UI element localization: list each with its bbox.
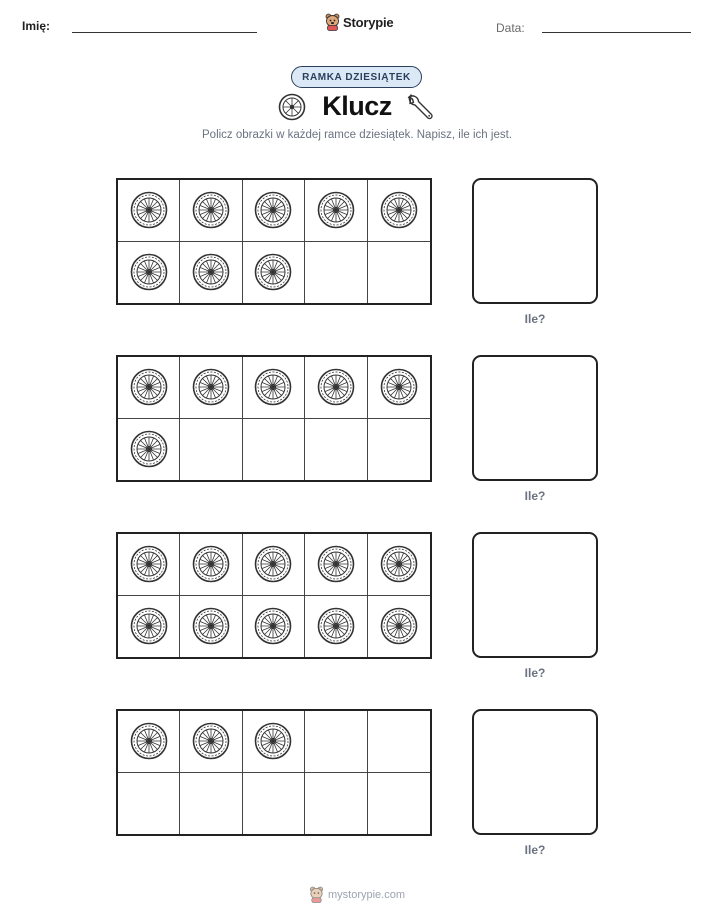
ten-frame-cell bbox=[305, 242, 367, 304]
ten-frame-cell bbox=[243, 711, 305, 773]
ten-frame-cell bbox=[180, 180, 242, 242]
storypie-mascot-icon bbox=[325, 13, 340, 31]
ten-frame-cell bbox=[305, 534, 367, 596]
ten-frame-cell bbox=[368, 596, 430, 658]
name-label: Imię: bbox=[22, 19, 51, 33]
ten-frame-cell bbox=[118, 711, 180, 773]
ten-frame-cell bbox=[118, 357, 180, 419]
ten-frame-cell bbox=[243, 357, 305, 419]
wheel-icon bbox=[130, 368, 168, 406]
ten-frame-cell bbox=[180, 711, 242, 773]
storypie-mascot-icon bbox=[309, 886, 324, 903]
ten-frame-cell bbox=[118, 534, 180, 596]
answer-label: Ile? bbox=[524, 666, 546, 680]
wheel-icon bbox=[254, 545, 292, 583]
wheel-icon bbox=[192, 545, 230, 583]
ten-frame bbox=[116, 532, 432, 659]
ten-frame-cell bbox=[368, 180, 430, 242]
ten-frame-cell bbox=[305, 596, 367, 658]
wheel-icon bbox=[192, 368, 230, 406]
ten-frame-cell bbox=[180, 534, 242, 596]
wheel-icon bbox=[130, 430, 168, 468]
wheel-icon bbox=[380, 607, 418, 645]
ten-frame-cell bbox=[305, 357, 367, 419]
wheel-icon bbox=[317, 545, 355, 583]
wheel-icon bbox=[254, 607, 292, 645]
ten-frame-cell bbox=[368, 711, 430, 773]
answer-box[interactable] bbox=[472, 355, 598, 481]
wheel-icon bbox=[130, 191, 168, 229]
ten-frame-cell bbox=[180, 357, 242, 419]
wrench-icon bbox=[405, 91, 435, 121]
answer-box[interactable] bbox=[472, 709, 598, 835]
wheel-icon bbox=[278, 93, 306, 121]
wheel-icon bbox=[130, 545, 168, 583]
wheel-icon bbox=[192, 607, 230, 645]
ten-frame-cell bbox=[118, 242, 180, 304]
ten-frame-cell bbox=[180, 596, 242, 658]
wheel-icon bbox=[254, 191, 292, 229]
ten-frame-cell bbox=[305, 711, 367, 773]
wheel-icon bbox=[192, 722, 230, 760]
ten-frame bbox=[116, 178, 432, 305]
ten-frame-cell bbox=[243, 180, 305, 242]
date-label: Data: bbox=[496, 21, 525, 35]
ten-frame-cell bbox=[243, 419, 305, 481]
ten-frame-cell bbox=[305, 419, 367, 481]
ten-frame-cell bbox=[243, 596, 305, 658]
answer-box[interactable] bbox=[472, 178, 598, 304]
wheel-icon bbox=[317, 368, 355, 406]
wheel-icon bbox=[192, 191, 230, 229]
ten-frame-cell bbox=[180, 419, 242, 481]
wheel-icon bbox=[317, 191, 355, 229]
wheel-icon bbox=[130, 253, 168, 291]
answer-label: Ile? bbox=[524, 843, 546, 857]
answer-label: Ile? bbox=[524, 312, 546, 326]
answer-label: Ile? bbox=[524, 489, 546, 503]
wheel-icon bbox=[130, 722, 168, 760]
ten-frame-cell bbox=[180, 773, 242, 835]
ten-frame-cell bbox=[118, 596, 180, 658]
wheel-icon bbox=[380, 191, 418, 229]
wheel-icon bbox=[192, 253, 230, 291]
ten-frame-cell bbox=[243, 534, 305, 596]
ten-frame-cell bbox=[368, 357, 430, 419]
ten-frame-cell bbox=[368, 534, 430, 596]
page-title: Klucz bbox=[322, 91, 392, 121]
ten-frame-cell bbox=[118, 180, 180, 242]
wheel-icon bbox=[254, 368, 292, 406]
brand-name: Storypie bbox=[343, 14, 394, 30]
ten-frame-cell bbox=[118, 773, 180, 835]
wheel-icon bbox=[380, 545, 418, 583]
answer-box[interactable] bbox=[472, 532, 598, 658]
ten-frame bbox=[116, 709, 432, 836]
ten-frame-cell bbox=[368, 773, 430, 835]
ten-frame-cell bbox=[305, 180, 367, 242]
wheel-icon bbox=[254, 722, 292, 760]
wheel-icon bbox=[317, 607, 355, 645]
ten-frame-cell bbox=[243, 242, 305, 304]
wheel-icon bbox=[130, 607, 168, 645]
footer-url[interactable]: mystorypie.com bbox=[328, 888, 406, 901]
date-line[interactable] bbox=[542, 32, 691, 33]
ten-frame-cell bbox=[180, 242, 242, 304]
ten-frame-cell bbox=[118, 419, 180, 481]
ten-frame-cell bbox=[243, 773, 305, 835]
ten-frame-cell bbox=[305, 773, 367, 835]
worksheet-type-badge: RAMKA DZIESIĄTEK bbox=[291, 66, 422, 88]
wheel-icon bbox=[254, 253, 292, 291]
name-line[interactable] bbox=[72, 32, 257, 33]
ten-frame bbox=[116, 355, 432, 482]
ten-frame-cell bbox=[368, 419, 430, 481]
brand-logo bbox=[325, 13, 393, 31]
instructions: Policz obrazki w każdej ramce dziesiątek. Napisz, ile ich jest. bbox=[202, 129, 512, 141]
footer bbox=[309, 886, 405, 903]
ten-frame-cell bbox=[368, 242, 430, 304]
wheel-icon bbox=[380, 368, 418, 406]
